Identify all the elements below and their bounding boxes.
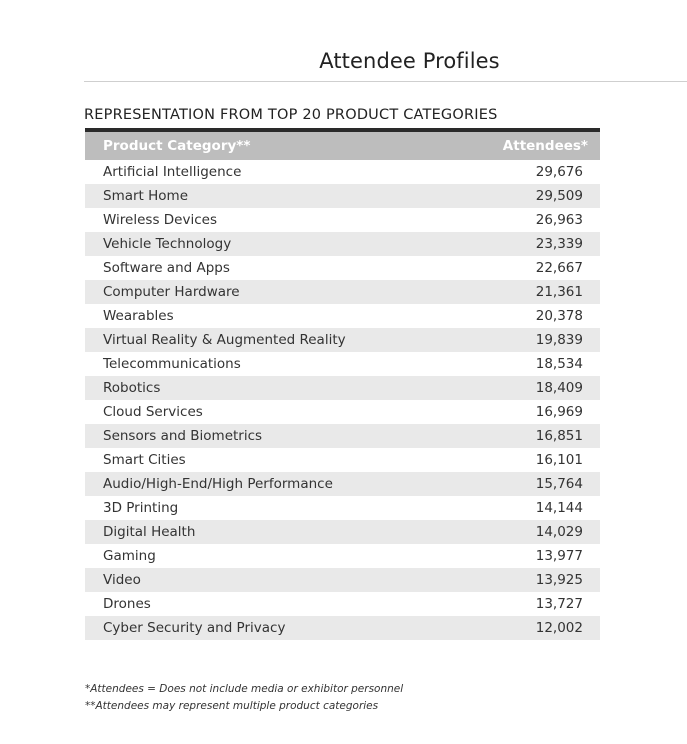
table-row xyxy=(85,568,600,592)
attendees-cell: 13,727 xyxy=(535,596,583,612)
table-row xyxy=(85,424,600,448)
category-cell: Wearables xyxy=(103,308,174,324)
category-table xyxy=(85,128,600,640)
attendees-cell: 12,002 xyxy=(535,620,583,636)
attendees-cell: 16,101 xyxy=(535,452,583,468)
table-row xyxy=(85,376,600,400)
attendees-cell: 15,764 xyxy=(535,476,583,492)
category-cell: Digital Health xyxy=(103,524,196,540)
attendees-cell: 21,361 xyxy=(535,284,583,300)
category-cell: Robotics xyxy=(103,380,161,396)
footnotes xyxy=(85,681,403,714)
category-cell: Video xyxy=(103,572,141,588)
category-cell: Cloud Services xyxy=(103,404,203,420)
attendees-cell: 29,509 xyxy=(535,188,583,204)
attendees-cell: 16,851 xyxy=(535,428,583,444)
attendees-cell: 19,839 xyxy=(535,332,583,348)
category-cell: Sensors and Biometrics xyxy=(103,428,263,444)
table-row xyxy=(85,280,600,304)
table-row xyxy=(85,472,600,496)
table-body xyxy=(85,160,600,640)
table-row xyxy=(85,304,600,328)
attendees-cell: 13,925 xyxy=(535,572,583,588)
title-divider xyxy=(84,81,687,82)
category-cell: Computer Hardware xyxy=(103,284,240,300)
page-title: Attendee Profiles xyxy=(319,49,500,73)
category-cell: Vehicle Technology xyxy=(103,236,232,252)
table-header-row xyxy=(85,132,600,160)
table-row xyxy=(85,400,600,424)
header-product-category: Product Category** xyxy=(103,138,251,154)
category-cell: Cyber Security and Privacy xyxy=(103,620,286,636)
footnote-attendees: *Attendees = Does not include media or exhibitor personnel xyxy=(85,683,404,695)
header-attendees: Attendees* xyxy=(502,138,588,154)
category-cell: 3D Printing xyxy=(103,500,179,516)
attendees-cell: 14,029 xyxy=(535,524,583,540)
table-row xyxy=(85,544,600,568)
category-cell: Virtual Reality & Augmented Reality xyxy=(103,332,346,348)
footnote-categories: **Attendees may represent multiple product categories xyxy=(85,699,379,712)
category-cell: Audio/High-End/High Performance xyxy=(103,476,333,492)
table-row xyxy=(85,232,600,256)
category-cell: Artificial Intelligence xyxy=(103,164,242,180)
attendees-cell: 16,969 xyxy=(535,404,583,420)
table-row xyxy=(85,184,600,208)
attendees-cell: 23,339 xyxy=(535,236,583,252)
category-cell: Telecommunications xyxy=(103,356,241,372)
table-row xyxy=(85,448,600,472)
attendees-cell: 29,676 xyxy=(535,164,583,180)
category-cell: Software and Apps xyxy=(103,260,230,276)
table-row xyxy=(85,160,600,184)
category-cell: Smart Home xyxy=(103,188,188,204)
attendees-cell: 18,534 xyxy=(535,356,583,372)
table-row xyxy=(85,352,600,376)
attendees-cell: 18,409 xyxy=(535,380,583,396)
table-row xyxy=(85,592,600,616)
attendees-cell: 26,963 xyxy=(535,212,583,228)
table-row xyxy=(85,616,600,640)
category-cell: Drones xyxy=(103,596,151,612)
category-cell: Wireless Devices xyxy=(103,212,217,228)
attendees-cell: 14,144 xyxy=(535,500,583,516)
table-row xyxy=(85,328,600,352)
attendees-cell: 22,667 xyxy=(535,260,583,276)
table-row xyxy=(85,496,600,520)
table-row xyxy=(85,208,600,232)
attendees-cell: 20,378 xyxy=(535,308,583,324)
attendees-cell: 13,977 xyxy=(535,548,583,564)
category-cell: Gaming xyxy=(103,548,156,564)
category-cell: Smart Cities xyxy=(103,452,186,468)
table-row xyxy=(85,256,600,280)
table-row xyxy=(85,520,600,544)
section-heading: REPRESENTATION FROM TOP 20 PRODUCT CATEGORIES xyxy=(84,107,498,123)
